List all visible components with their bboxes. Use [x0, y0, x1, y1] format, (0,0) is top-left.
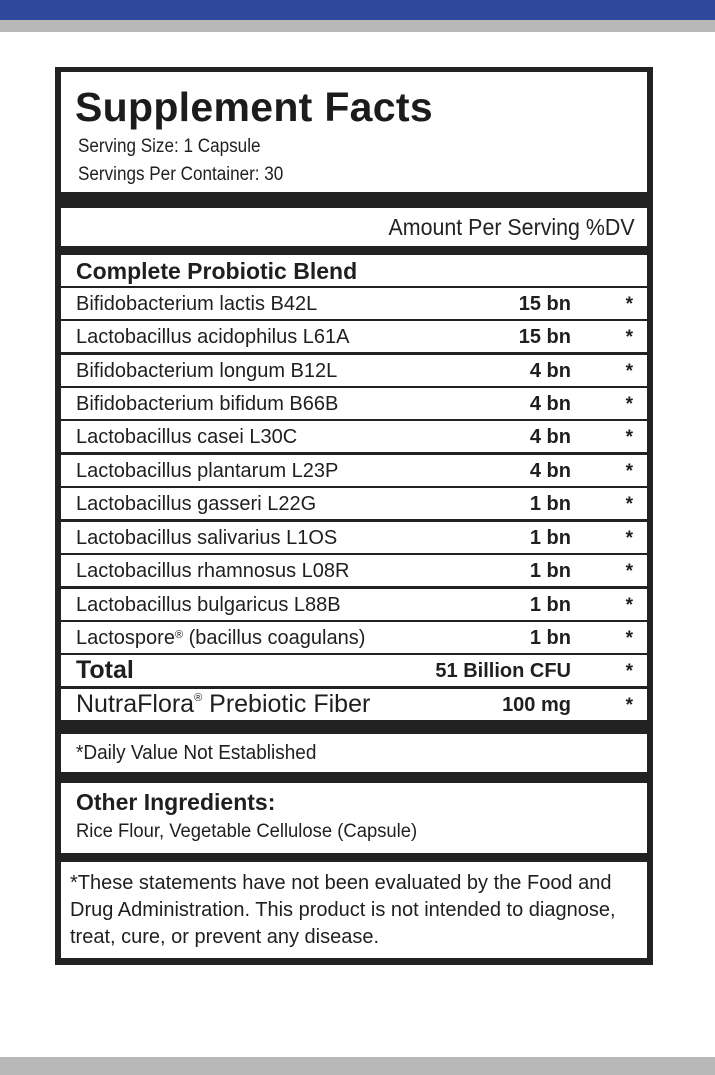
ingredient-dv: *: [625, 494, 633, 515]
amount-header-row: [61, 208, 647, 246]
registered-mark: ®: [194, 692, 203, 704]
ingredient-amount: 4 bn: [529, 460, 571, 482]
ingredient-name: Bifidobacterium longum B12L: [76, 360, 338, 382]
dv-note-box: [61, 734, 647, 772]
ingredient-amount: 1 bn: [529, 627, 571, 649]
ingredient-name: [76, 627, 365, 650]
ingredient-name: Bifidobacterium lactis B42L: [76, 293, 318, 315]
ingredient-amount: 4 bn: [529, 426, 571, 448]
ingredient-dv: *: [625, 327, 633, 348]
lactospore-desc: (bacillus coagulans): [183, 627, 366, 649]
fiber-name: [76, 690, 370, 719]
table-row: [61, 321, 647, 352]
ingredient-amount: 15 bn: [518, 326, 571, 348]
blend-name: Complete Probiotic Blend: [76, 258, 358, 284]
fda-disclaimer-box: [61, 862, 647, 958]
table-row: [61, 355, 647, 386]
ingredient-dv: *: [625, 561, 633, 582]
table-row: [61, 455, 647, 486]
ingredient-name: Bifidobacterium bifidum B66B: [76, 393, 339, 415]
table-row: [61, 522, 647, 553]
ingredient-dv: *: [625, 528, 633, 549]
ingredient-dv: *: [625, 427, 633, 448]
fiber-desc: Prebiotic Fiber: [202, 690, 371, 718]
fiber-amount: 100 mg: [502, 694, 571, 716]
fiber-dv: *: [625, 695, 633, 716]
bottom-gray-band: [0, 1057, 715, 1075]
ingredient-dv: *: [625, 461, 633, 482]
other-ingredients-text: Rice Flour, Vegetable Cellulose (Capsule): [76, 821, 418, 842]
ingredient-name: Lactobacillus bulgaricus L88B: [76, 594, 341, 616]
total-dv: *: [625, 661, 633, 682]
ingredient-dv: *: [625, 394, 633, 415]
serving-size: Serving Size: 1 Capsule: [78, 136, 261, 157]
lactospore-name: Lactospore: [76, 627, 175, 649]
servings-per-container: Servings Per Container: 30: [78, 164, 284, 185]
top-blue-band: [0, 0, 715, 20]
table-row: [61, 589, 647, 620]
top-gray-band: [0, 20, 715, 32]
fiber-brand: NutraFlora: [76, 690, 195, 718]
ingredient-dv: *: [625, 294, 633, 315]
table-row: [61, 555, 647, 586]
total-row: [61, 655, 647, 686]
ingredient-amount: 15 bn: [518, 293, 571, 315]
ingredient-amount: 1 bn: [529, 560, 571, 582]
ingredient-name: Lactobacillus salivarius L1OS: [76, 527, 338, 549]
ingredients-table: [61, 253, 647, 721]
table-row: [61, 421, 647, 452]
ingredient-dv: *: [625, 628, 633, 649]
table-row: [61, 622, 647, 653]
label-header: [61, 72, 647, 192]
ingredient-amount: 1 bn: [529, 527, 571, 549]
ingredient-name: Lactobacillus plantarum L23P: [76, 460, 339, 482]
ingredient-dv: *: [625, 361, 633, 382]
ingredient-name: Lactobacillus acidophilus L61A: [76, 326, 350, 348]
total-label: Total: [76, 656, 134, 684]
amount-header: Amount Per Serving %DV: [388, 214, 635, 240]
blend-row: [61, 255, 647, 286]
total-amount: 51 Billion CFU: [435, 660, 571, 682]
fiber-row: [61, 689, 647, 720]
ingredient-name: Lactobacillus casei L30C: [76, 426, 298, 448]
ingredient-dv: *: [625, 595, 633, 616]
ingredient-name: Lactobacillus gasseri L22G: [76, 493, 317, 515]
other-ingredients-box: [61, 783, 647, 853]
registered-mark: ®: [174, 629, 184, 641]
other-ingredients-heading: Other Ingredients:: [76, 789, 276, 815]
fda-disclaimer: *These statements have not been evaluated by the Food and Drug Administration. This product is not intended to diagnose, treat, cure, or prevent any disease.: [70, 872, 616, 948]
table-row: [61, 488, 647, 519]
table-row: [61, 288, 647, 319]
ingredient-amount: 4 bn: [529, 393, 571, 415]
label-title: Supplement Facts: [75, 84, 433, 130]
ingredient-amount: 1 bn: [529, 594, 571, 616]
dv-note: *Daily Value Not Established: [76, 742, 317, 764]
supplement-facts-label: [55, 67, 653, 965]
table-row: [61, 388, 647, 419]
ingredient-name: Lactobacillus rhamnosus L08R: [76, 560, 350, 582]
ingredient-amount: 1 bn: [529, 493, 571, 515]
ingredient-amount: 4 bn: [529, 360, 571, 382]
